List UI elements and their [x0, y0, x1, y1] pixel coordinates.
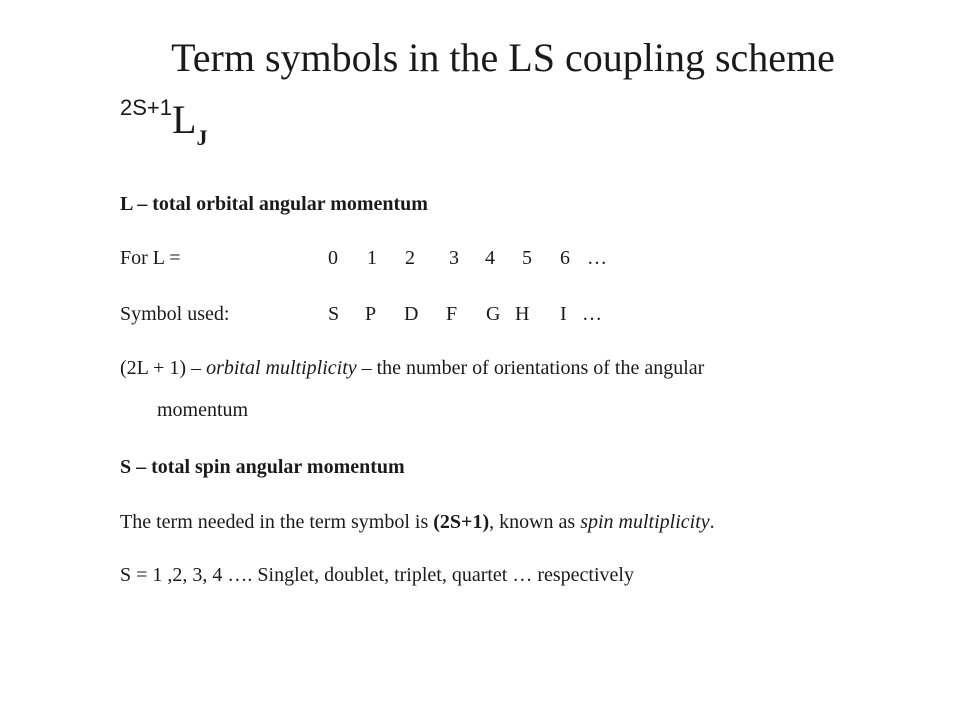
symbol-value: D — [404, 303, 419, 325]
term-symbol-letter: L — [172, 97, 197, 142]
term-symbol-subscript: J — [196, 125, 208, 150]
symbol-row-label: Symbol used: — [120, 303, 230, 325]
term-symbol — [120, 95, 208, 150]
symbol-value: S — [328, 303, 340, 325]
l-values-row — [120, 246, 720, 270]
orbital-mult-text-1: (2L + 1) – — [120, 357, 207, 379]
spin-line-text-1: The term needed in the term symbol is — [120, 511, 434, 533]
l-value: … — [587, 247, 607, 269]
spin-multiplicity-line — [120, 510, 715, 534]
symbol-value: P — [365, 303, 377, 325]
symbol-value: H — [515, 303, 530, 325]
spin-line-text-3: . — [709, 511, 715, 533]
spin-line-formula: (2S+1) — [433, 511, 490, 533]
l-value: 2 — [405, 247, 415, 269]
l-value: 1 — [367, 247, 377, 269]
s-heading: S – total spin angular momentum — [120, 456, 405, 478]
l-value: 5 — [522, 247, 532, 269]
spin-line-text-2: , known as — [489, 511, 581, 533]
l-row-label: For L = — [120, 247, 181, 269]
symbol-value: … — [582, 303, 602, 325]
l-value: 3 — [449, 247, 459, 269]
orbital-multiplicity-line — [120, 356, 704, 380]
symbol-value: F — [446, 303, 458, 325]
s-values-line: S = 1 ,2, 3, 4 …. Singlet, doublet, triplet, quartet … respectively — [120, 564, 634, 586]
l-heading: L – total orbital angular momentum — [120, 193, 428, 215]
l-value: 4 — [485, 247, 495, 269]
orbital-mult-text-2: – the number of orientations of the angular — [356, 357, 705, 379]
l-value: 0 — [328, 247, 338, 269]
l-value: 6 — [560, 247, 570, 269]
symbol-row — [120, 302, 720, 326]
spin-line-term: spin multiplicity — [580, 511, 710, 533]
slide-title: Term symbols in the LS coupling scheme — [171, 35, 835, 80]
orbital-mult-term: orbital multiplicity — [206, 357, 357, 379]
symbol-value: G — [486, 303, 501, 325]
term-symbol-prefix: 2S+1 — [120, 95, 172, 120]
symbol-value: I — [560, 303, 567, 325]
orbital-multiplicity-cont: momentum — [157, 399, 249, 421]
